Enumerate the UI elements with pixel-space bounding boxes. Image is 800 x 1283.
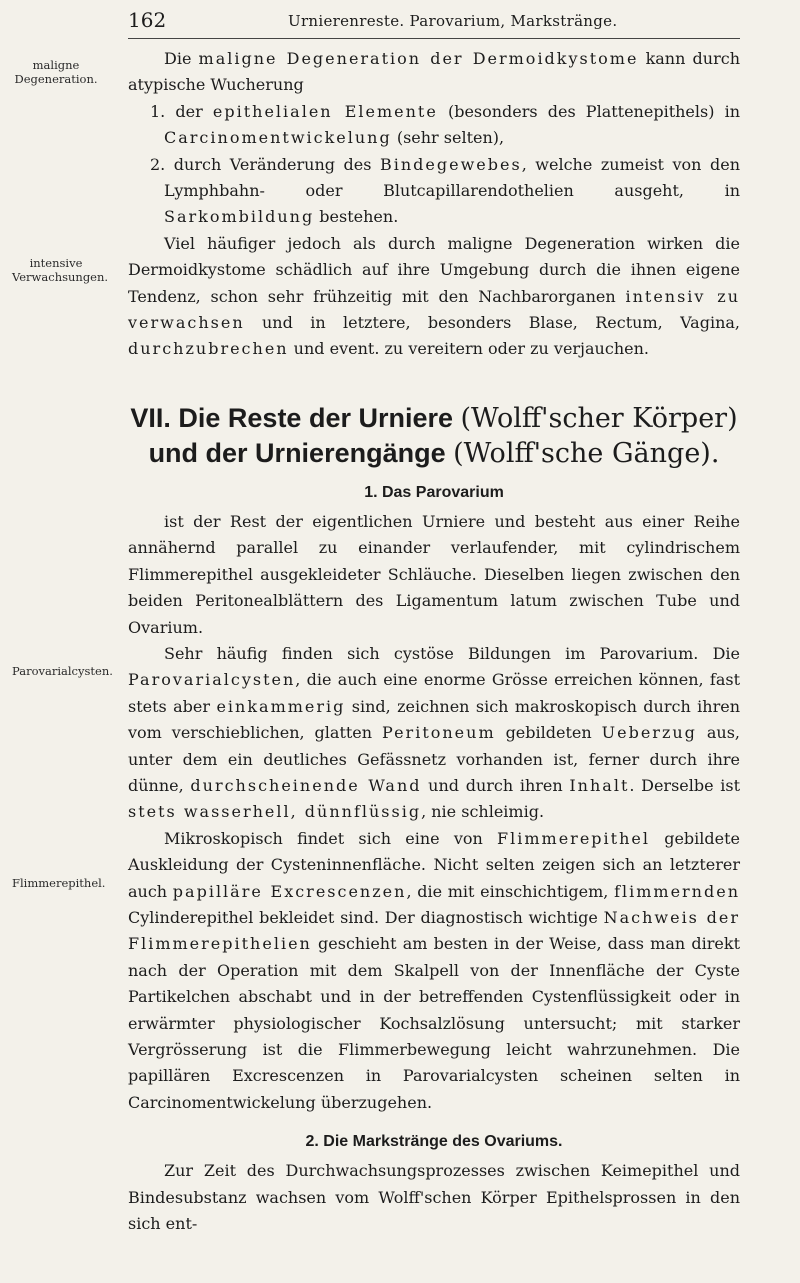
running-title: Urnierenreste. Parovarium, Markstränge.: [288, 12, 618, 30]
paragraph-parovarialcysten: Sehr häufig finden sich cystöse Bildungen im Parovarium. Die Parovarialcysten, die auch eine enorme Grösse erreichen können, fast stets aber einkammerig sind, zeichnen sich makroskopisch durch ihren vom verschieblichen, glatten Peritoneum gebildeten Ueberzug aus, unter dem ein deutliches Gefässnetz vorhanden ist, ferner durch ihre dünne, durchscheinende Wand und durch ihren Inhalt. Derselbe ist stets wasserhell, dünnflüssig, nie schleimig.: [128, 643, 741, 822]
list-item-bindegewebe: 2. durch Veränderung des Bindegewebes, welche zumeist von den Lymphbahn- oder Blutcapillarendothelien ausgeht, in Sarkombildung bestehen.: [150, 154, 740, 227]
paragraph-maligne-degeneration: Die maligne Degeneration der Dermoidkystome kann durch atypische Wucherung: [128, 49, 741, 95]
section-title-parovarium: 1. Das Parovarium: [364, 483, 504, 501]
emphasis: Carcinomentwickelung: [164, 128, 392, 148]
paragraph-flimmerepithel: Mikroskopisch findet sich eine von Flimmerepithel gebildete Auskleidung der Cysteninnenfläche. Nicht selten zeigen sich an letzterer auch papilläre Excrescenzen, die mit einschichtigem, flimmernden Cylinderepithel bekleidet sind. Der diagnostisch wichtige Nachweis der Flimmerepithelien geschieht am besten in der Weise, dass man direkt nach der Operation mit dem Skalpell von der Innenfläche der Cyste Partikelchen abschabt und in der betreffenden Cystenflüssigkeit oder in erwärmter physiologischer Kochsalzlösung untersucht; mit starker Vergrösserung ist die Flimmerbewegung leicht wahrzunehmen. Die papillären Excrescenzen in Parovarialcysten scheinen selten in Carcinomentwickelung überzugehen.: [128, 828, 741, 1112]
margin-note-intensive-verwachsungen: intensive Verwachsungen.: [12, 256, 109, 284]
page-number: 162: [128, 8, 167, 32]
paragraph-parovarium: ist der Rest der eigentlichen Urniere und besteht aus einer Reihe annähernd parallel zu einander verlaufender, mit cylindrischem Flimmerepithel ausgekleideter Schläuche. Dieselben liegen zwischen den beiden Peritonealblättern des Ligamentum latum zwischen Tube und Ovarium.: [128, 511, 740, 637]
page-header: [0, 8, 800, 38]
emphasis: Sarkombildung: [164, 207, 315, 227]
header-rule: [128, 38, 740, 39]
paragraph-verwachsungen: Viel häufiger jedoch als durch maligne Degeneration wirken die Dermoidkystome schädlich auf ihre Umgebung durch die ihnen eigene Tendenz, schon sehr frühzeitig mit den Nachbarorganen intensiv zu verwachsen und in letztere, besonders Blase, Rectum, Vagina, durchzubrechen und event. zu vereitern oder zu verjauchen.: [128, 233, 740, 359]
body-text: [128, 46, 740, 1237]
emphasis: maligne Degeneration der Dermoidkystome: [198, 49, 639, 68]
paragraph-markstraenge: Zur Zeit des Durchwachsungsprozesses zwischen Keimepithel und Bindesubstanz wachsen vom Wolff'schen Körper Epithelsprossen in den sich ent-: [128, 1161, 740, 1234]
emphasis: durchzubrechen: [128, 339, 289, 359]
section-title-markstraenge: 2. Die Markstränge des Ovariums.: [305, 1133, 563, 1151]
emphasis: Bindegewebes: [380, 154, 522, 174]
emphasis: intensiv zu verwachsen: [128, 286, 740, 333]
list-item-epithelial: 1. der epithelialen Elemente (besonders des Plattenepithels) in Carcinomentwickelung (sehr selten),: [150, 101, 741, 148]
margin-note-maligne-degeneration: maligne Degeneration.: [14, 58, 98, 86]
emphasis: epithelialen Elemente: [212, 101, 438, 121]
margin-note-parovarialcysten: Parovarialcysten.: [12, 664, 113, 678]
margin-note-flimmerepithel: Flimmerepithel.: [12, 876, 106, 890]
chapter-title: VII. Die Reste der Urniere (Wolff'scher Körper) und der Urnierengänge (Wolff'sche Gänge).: [130, 402, 738, 469]
